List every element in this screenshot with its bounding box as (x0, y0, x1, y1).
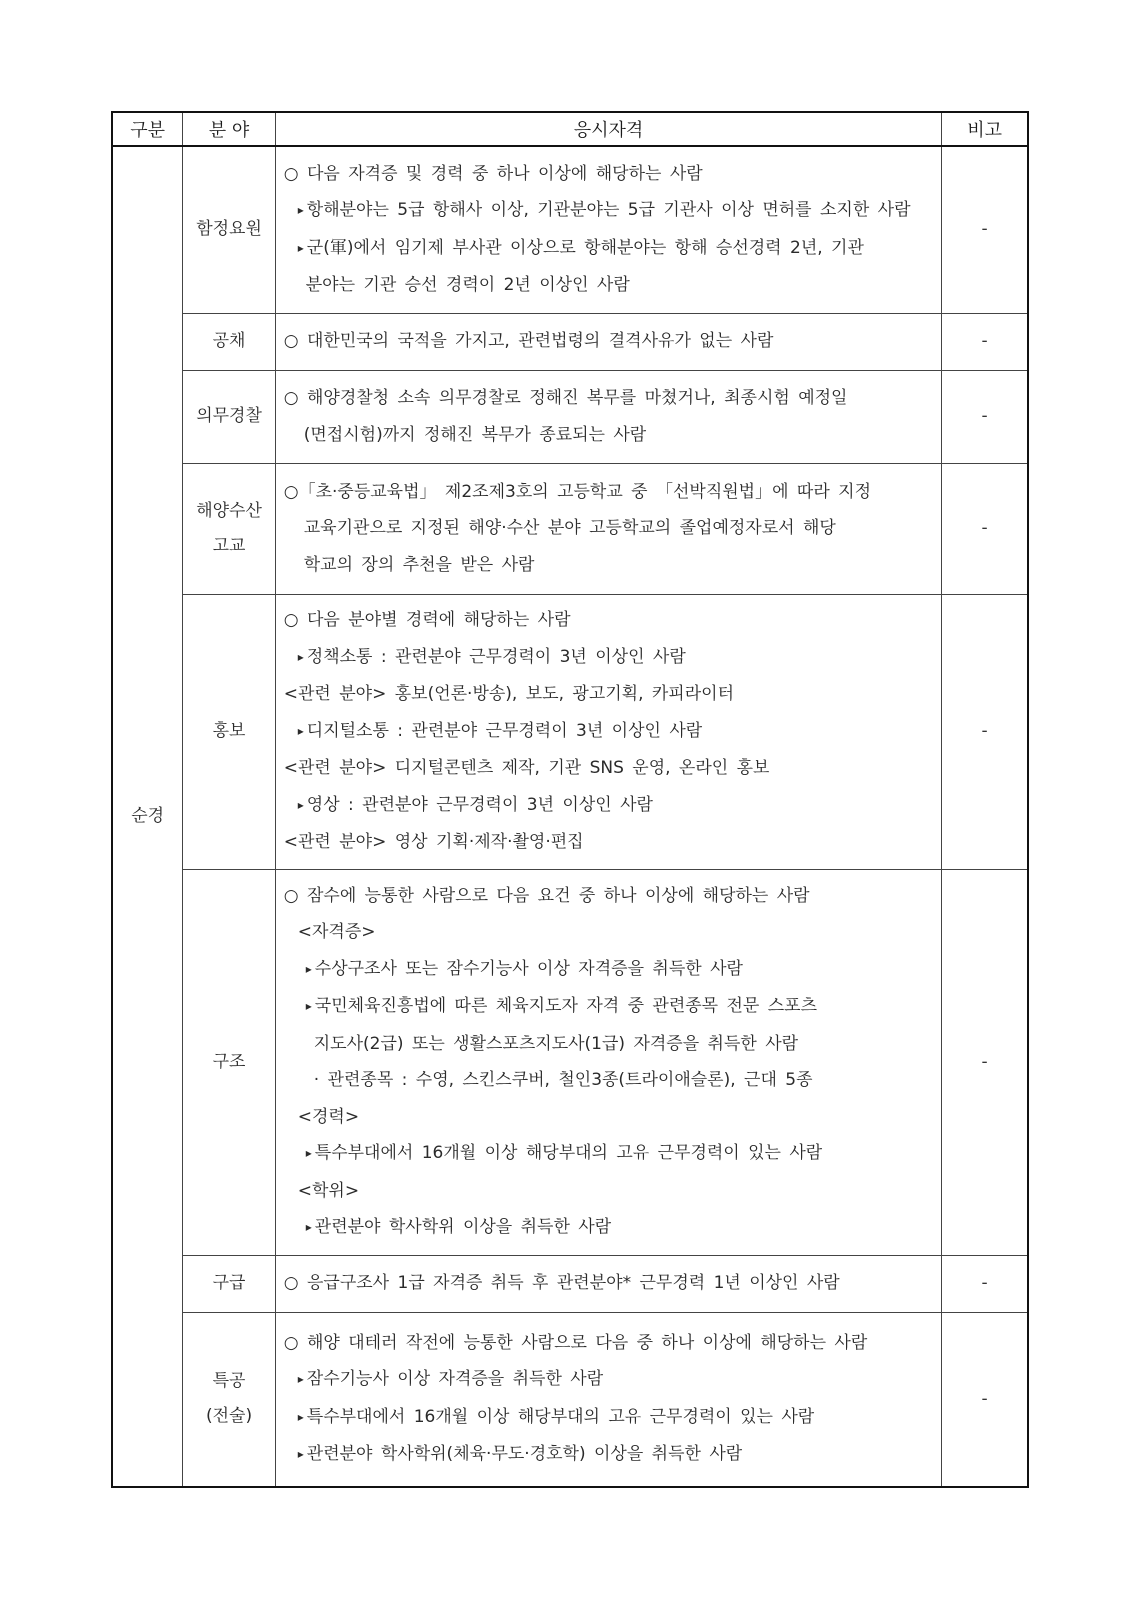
qualification-line: ○ 다음 분야별 경력에 해당하는 사람 (283, 610, 571, 631)
field-label: 함정요원 (196, 219, 262, 240)
qualification-line: 잠수기능사 이상 자격증을 취득한 사람 (306, 1369, 604, 1390)
qualification-subheading: <자격증> (297, 922, 376, 942)
table-row (112, 146, 1028, 313)
bullet-triangle-icon: ▸ (297, 1372, 304, 1387)
qualification-cell (275, 594, 941, 869)
qualification-cell (275, 370, 941, 463)
qualification-subheading: <학위> (297, 1180, 360, 1201)
qualification-cell (275, 869, 941, 1255)
field-cell (183, 1312, 275, 1487)
field-label: 고교 (212, 535, 246, 556)
bullet-triangle-icon: ▸ (297, 649, 304, 664)
qualification-line: ○ 잠수에 능통한 사람으로 다음 요건 중 하나 이상에 해당하는 사람 (283, 885, 810, 906)
qualification-line: 디지털소통 : 관련분야 근무경력이 3년 이상인 사람 (306, 720, 703, 741)
header-remarks: 비고 (942, 112, 1028, 146)
qualification-line: · 관련종목 : 수영, 스킨스쿠버, 철인3종(트라이애슬론), 근대 5종 (313, 1070, 813, 1090)
qualification-line: 정책소통 : 관련분야 근무경력이 3년 이상인 사람 (306, 646, 686, 667)
field-label: 홍보 (212, 721, 246, 741)
qualification-line: <관련 분야> 홍보(언론·방송), 보도, 광고기획, 카피라이터 (283, 684, 734, 705)
table-row (112, 1255, 1028, 1312)
remarks-cell: - (942, 869, 1028, 1255)
qualification-cell (275, 1255, 941, 1312)
main-category-cell: 순경 (112, 146, 183, 1487)
remarks-cell: - (942, 313, 1028, 370)
bullet-triangle-icon: ▸ (297, 723, 304, 738)
qualification-line: ○ 다음 자격증 및 경력 중 하나 이상에 해당하는 사람 (283, 163, 703, 184)
field-cell (183, 594, 275, 869)
table-row (112, 463, 1028, 594)
table-row (112, 869, 1028, 1255)
qualification-line: <관련 분야> 영상 기획·제작·촬영·편집 (283, 832, 584, 853)
qualification-line: 항해분야는 5급 항해사 이상, 기관분야는 5급 기관사 이상 면허를 소지한 사람 (306, 200, 911, 221)
qualification-line: 특수부대에서 16개월 이상 해당부대의 고유 근무경력이 있는 사람 (306, 1406, 815, 1427)
header-field: 분 야 (183, 112, 275, 146)
bullet-triangle-icon: ▸ (297, 203, 304, 218)
remarks-cell: - (942, 1312, 1028, 1487)
qualification-line: 관련분야 학사학위 이상을 취득한 사람 (314, 1217, 612, 1237)
qualification-line: 지도사(2급) 또는 생활스포츠지도사(1급) 자격증을 취득한 사람 (313, 1033, 799, 1054)
qualification-line: ○「초·중등교육법」 제2조제3호의 고등학교 중 「선박직원법」에 따라 지정 (283, 481, 872, 502)
qualification-line: 관련분야 학사학위(체육·무도·경호학) 이상을 취득한 사람 (306, 1444, 743, 1465)
table-row (112, 594, 1028, 869)
qualification-line: 분야는 기관 승선 경력이 2년 이상인 사람 (305, 275, 630, 296)
qualification-cell (275, 146, 941, 313)
bullet-triangle-icon: ▸ (297, 797, 304, 812)
qualification-line: ○ 해양경찰청 소속 의무경찰로 정해진 복무를 마쳤거나, 최종시험 예정일 (283, 388, 848, 408)
qualification-cell (275, 313, 941, 370)
field-cell (183, 146, 275, 313)
bullet-triangle-icon: ▸ (305, 1220, 312, 1234)
qualification-line: 특수부대에서 16개월 이상 해당부대의 고유 근무경력이 있는 사람 (314, 1143, 823, 1163)
bullet-triangle-icon: ▸ (297, 240, 304, 255)
qualification-cell (275, 1312, 941, 1487)
qualification-line: <관련 분야> 디지털콘텐츠 제작, 기관 SNS 운영, 온라인 홍보 (283, 758, 770, 779)
bullet-triangle-icon: ▸ (305, 1146, 312, 1160)
field-label: 구급 (212, 1273, 246, 1293)
qualification-line: 국민체육진흥법에 따른 체육지도자 자격 중 관련종목 전문 스포츠 (314, 996, 818, 1016)
qualification-line: 영상 : 관련분야 근무경력이 3년 이상인 사람 (306, 794, 653, 815)
field-label: 특공 (212, 1371, 246, 1392)
field-label: (전술) (205, 1406, 253, 1427)
qualification-subheading: <경력> (297, 1106, 360, 1127)
remarks-cell: - (942, 146, 1028, 313)
qualification-line: 교육기관으로 지정된 해양·수산 분야 고등학교의 졸업예정자로서 해당 (303, 518, 836, 539)
qualification-line: 학교의 장의 추천을 받은 사람 (303, 554, 535, 575)
remarks-cell: - (942, 370, 1028, 463)
qualification-line: ○ 응급구조사 1급 자격증 취득 후 관련분야* 근무경력 1년 이상인 사람 (283, 1273, 840, 1294)
field-cell (183, 313, 275, 370)
qualification-cell (275, 463, 941, 594)
header-qualification: 응시자격 (275, 112, 941, 146)
qualification-line: ○ 대한민국의 국적을 가지고, 관련법령의 결격사유가 없는 사람 (283, 331, 774, 352)
bullet-triangle-icon: ▸ (297, 1447, 304, 1462)
remarks-cell: - (942, 463, 1028, 594)
field-cell (183, 370, 275, 463)
bullet-triangle-icon: ▸ (305, 999, 312, 1013)
table-row (112, 313, 1028, 370)
remarks-cell: - (942, 1255, 1028, 1312)
header-category: 구분 (112, 112, 183, 146)
table-header-row (112, 112, 1028, 146)
field-cell (183, 463, 275, 594)
bullet-triangle-icon: ▸ (305, 961, 312, 976)
field-label: 해양수산 (196, 500, 262, 521)
table-row (112, 370, 1028, 463)
field-cell (183, 869, 275, 1255)
field-label: 구조 (212, 1051, 246, 1072)
qualification-line: (면접시험)까지 정해진 복무가 종료되는 사람 (303, 424, 647, 445)
field-label: 의무경찰 (196, 406, 262, 426)
qualification-line: 군(軍)에서 임기제 부사관 이상으로 항해분야는 항해 승선경력 2년, 기관 (306, 237, 864, 258)
bullet-triangle-icon: ▸ (297, 1409, 304, 1424)
qualification-line: ○ 해양 대테러 작전에 능통한 사람으로 다음 중 하나 이상에 해당하는 사람 (283, 1332, 868, 1353)
table-row (112, 1312, 1028, 1487)
field-label: 공채 (212, 331, 246, 351)
remarks-cell: - (942, 594, 1028, 869)
qualification-line: 수상구조사 또는 잠수기능사 이상 자격증을 취득한 사람 (314, 958, 743, 979)
qualification-table (111, 111, 1029, 1488)
field-cell (183, 1255, 275, 1312)
